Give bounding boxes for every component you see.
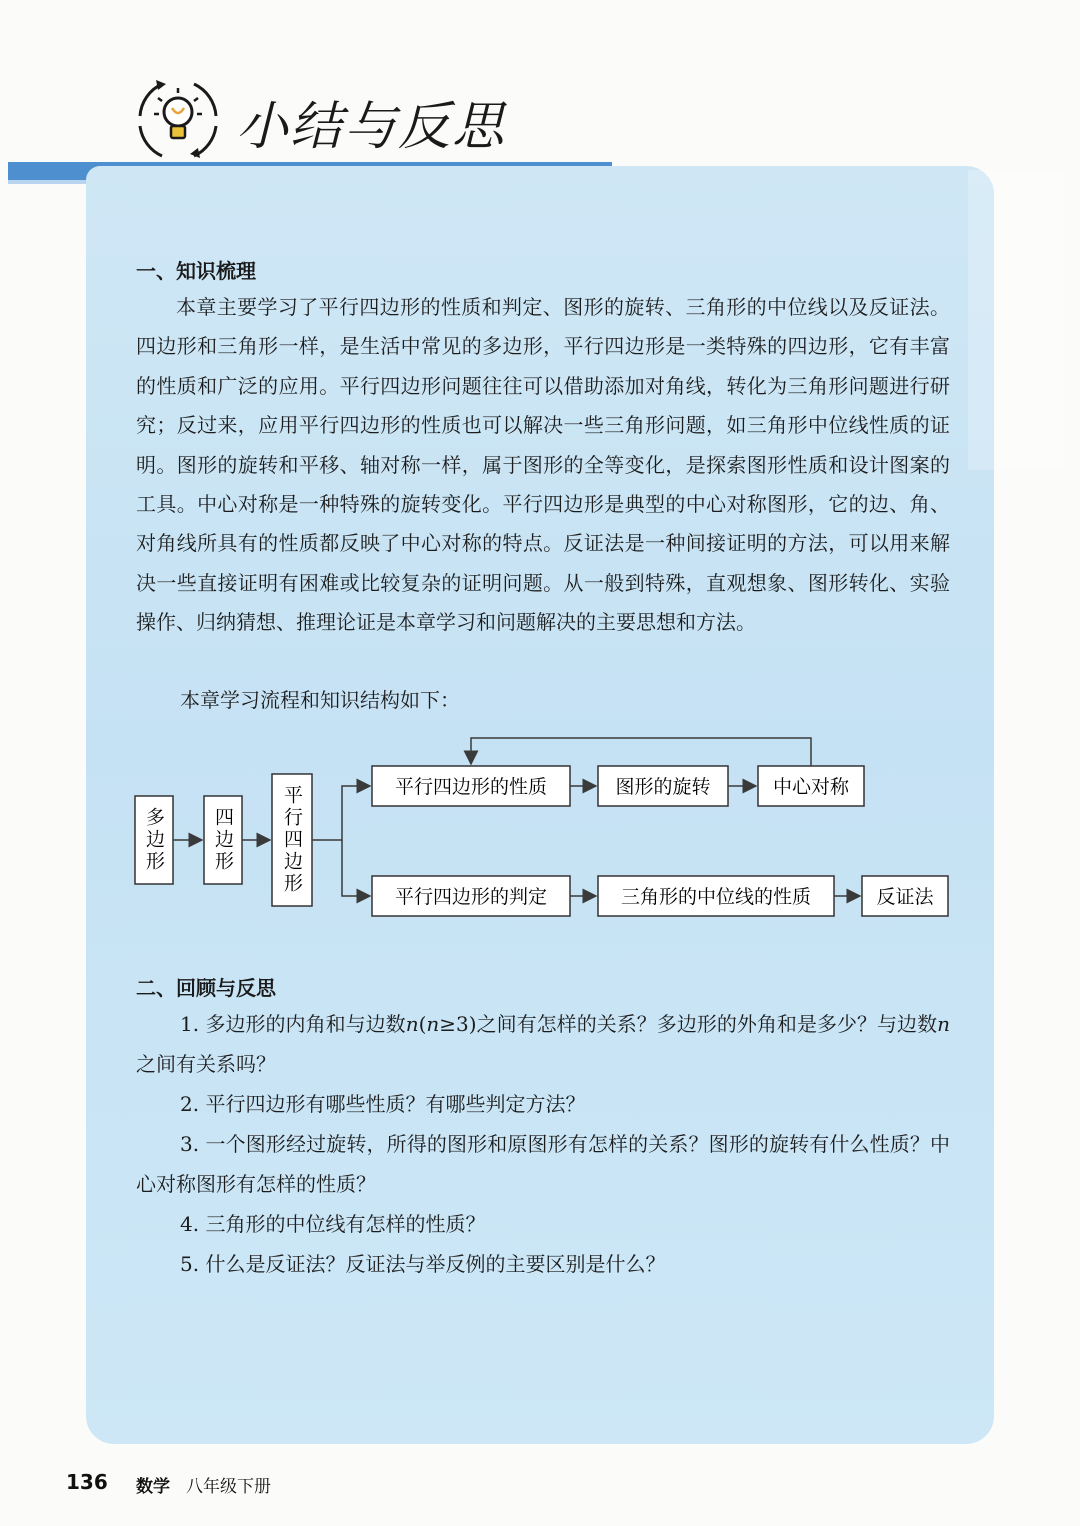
box-contradiction-label: 反证法 [876,886,934,908]
panel-shade [968,170,1064,470]
page-title: 小结与反思 [236,97,507,157]
section-heading-review: 二、回顾与反思 [136,976,276,1000]
q1-mid: 之间有怎样的关系？多边形的外角和是多少？与边数 [476,1012,938,1036]
branch-connector [312,786,370,840]
q1-pre: 1. 多边形的内角和与边数 [180,1012,406,1036]
footer-grade: 八年级下册 [186,1477,271,1497]
feedback-connector [471,738,811,766]
box-properties-label: 平行四边形的性质 [394,776,548,798]
box-parallelogram-label: 平行四边形 [281,785,303,895]
q1-n2: n [426,1012,440,1036]
q1-cond: ≥3) [439,1012,477,1036]
box-central-symmetry-label: 中心对称 [772,776,850,798]
box-quadrilateral-label: 四边形 [212,807,234,873]
section-heading-knowledge: 一、知识梳理 [136,259,256,283]
q1-paren: ( [418,1012,427,1036]
branch-connector-lower [342,840,370,896]
box-polygon-label: 多边形 [143,807,165,873]
question-1 [136,1004,950,1084]
flow-intro-text: 本章学习流程和知识结构如下： [180,688,460,712]
question-5: 5. 什么是反证法？反证法与举反例的主要区别是什么？ [180,1252,666,1276]
knowledge-paragraph: 本章主要学习了平行四边形的性质和判定、图形的旋转、三角形的中位线以及反证法。四边形和三角形一样，是生活中常见的多边形，平行四边形是一类特殊的四边形，它有丰富的性质和广泛的应用。平行四边形问题往往可以借助添加对角线，转化为三角形问题进行研究；反过来，应用平行四边形的性质也可以解决一些三角形问题，如三角形中位线性质的证明。图形的旋转和平移、轴对称一样，属于图形的全等变化，是探索图形性质和设计图案的工具。中心对称是一种特殊的旋转变化。平行四边形是典型的中心对称图形，它的边、角、对角线所具有的性质都反映了中心对称的特点。反证法是一种间接证明的方法，可以用来解决一些直接证明有困难或比较复杂的证明问题。从一般到特殊，直观想象、图形转化、实验操作、归纳猜想、推理论证是本章学习和问题解决的主要思想和方法。 [136,295,950,635]
page-header [0,0,1080,190]
lightbulb-cycle-icon [132,76,224,162]
box-midline-label: 三角形的中位线的性质 [620,886,812,908]
q1-post: 之间有关系吗？ [136,1052,276,1076]
q1-n3: n [937,1012,950,1036]
knowledge-structure-diagram [120,730,970,930]
question-3: 3. 一个图形经过旋转，所得的图形和原图形有怎样的关系？图形的旋转有什么性质？中心对称图形有怎样的性质？ [136,1132,950,1196]
page-number: 136 [66,1470,108,1494]
q1-n: n [405,1012,419,1036]
box-criteria-label: 平行四边形的判定 [394,886,548,908]
question-2: 2. 平行四边形有哪些性质？有哪些判定方法？ [180,1092,586,1116]
question-4: 4. 三角形的中位线有怎样的性质？ [180,1212,486,1236]
footer-subject: 数学 [136,1477,170,1497]
box-rotation-label: 图形的旋转 [615,776,711,798]
